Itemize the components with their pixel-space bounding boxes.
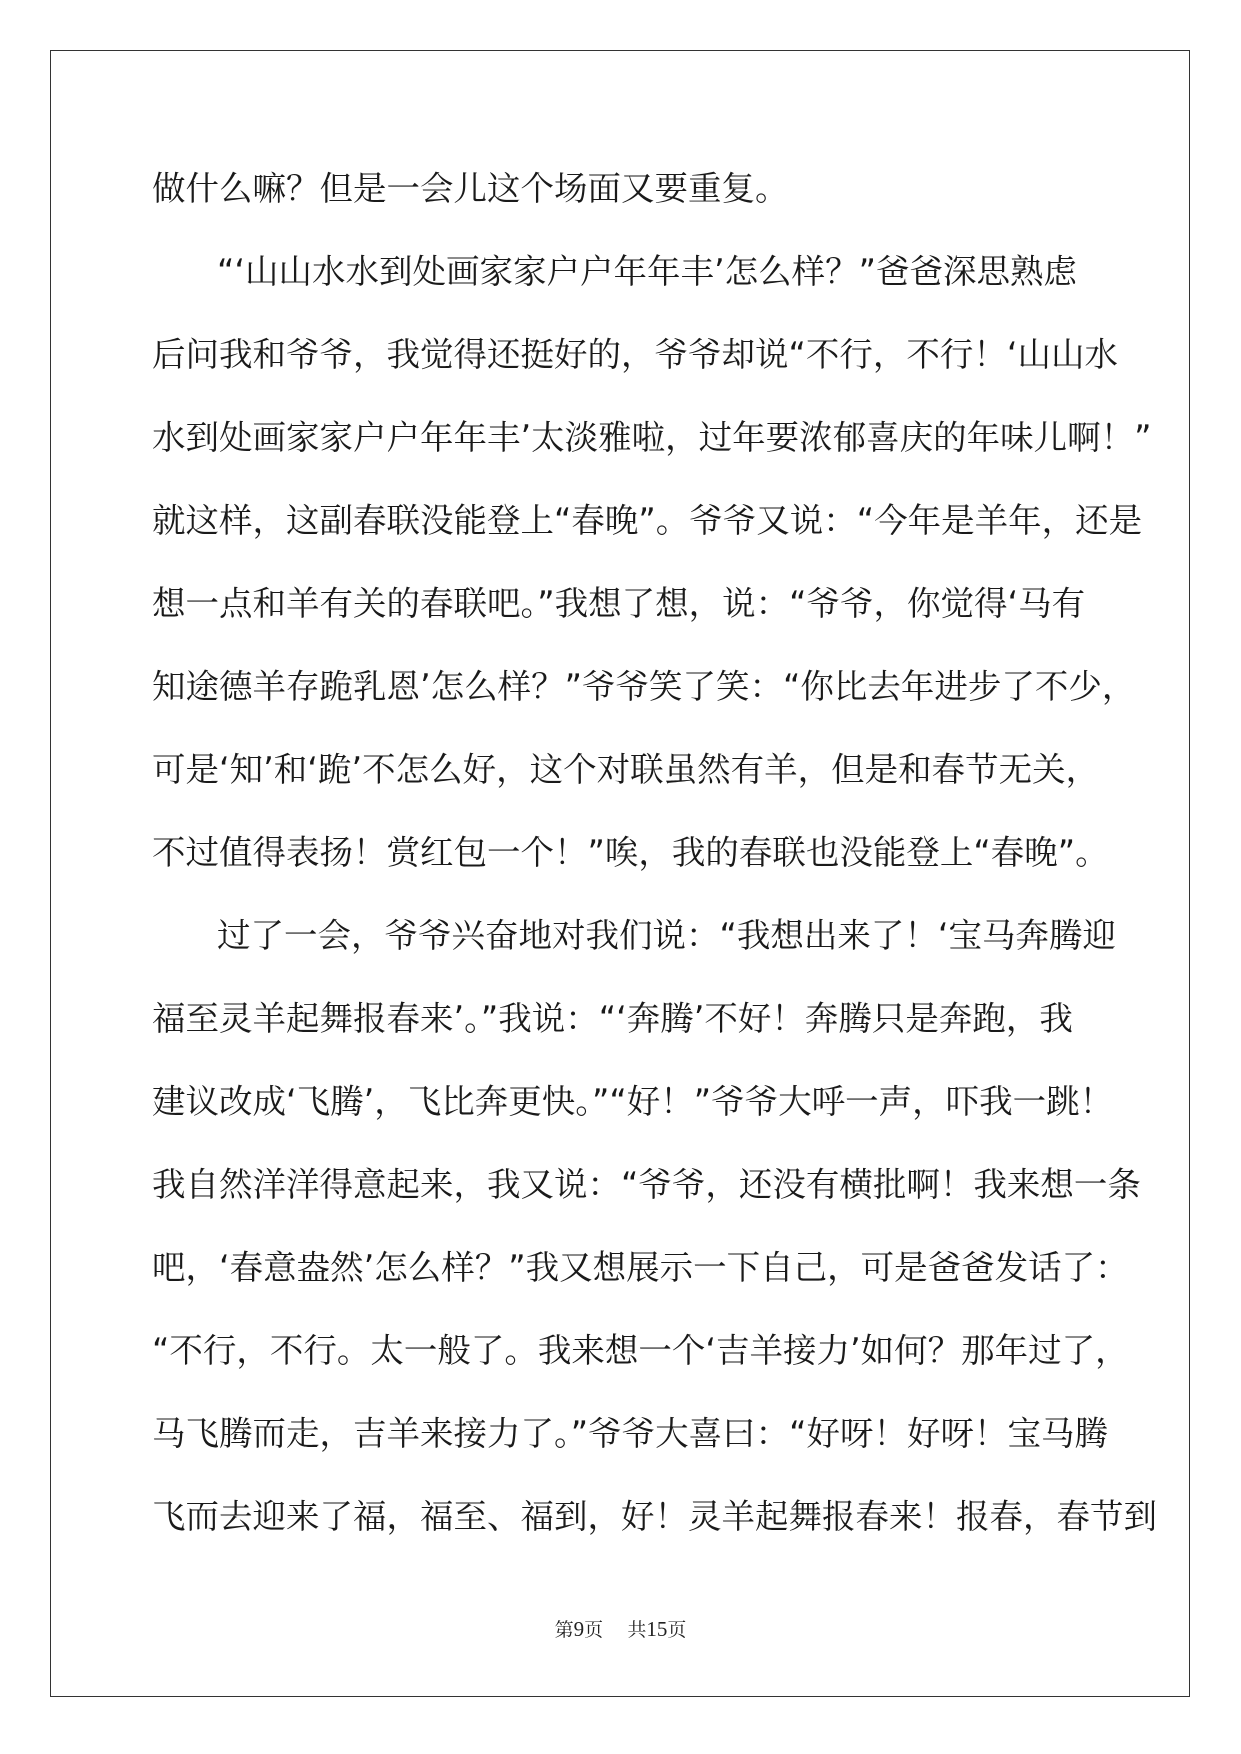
text-line: 可是‘知’和‘跪’不怎么好，这个对联虽然有羊，但是和春节无关，: [152, 750, 1100, 789]
document-body: [152, 163, 1157, 1574]
text-line: 知途德羊存跪乳恩’怎么样？”爷爷笑了笑：“你比去年进步了不少，: [152, 667, 1136, 706]
page-number: 9: [573, 1617, 585, 1641]
total-suffix: 页: [667, 1619, 687, 1641]
total-prefix: 共: [627, 1619, 647, 1641]
text-line: 建议改成‘飞腾’，飞比奔更快。”“好！”爷爷大呼一声，吓我一跳！: [152, 1082, 1114, 1121]
text-line: 我自然洋洋得意起来，我又说：“爷爷，还没有横批啊！我来想一条: [152, 1165, 1141, 1204]
page-suffix: 页: [584, 1619, 604, 1641]
page-prefix: 第: [554, 1619, 574, 1641]
text-line: “‘山山水水到处画家家户户年年丰’怎么样？”爸爸深思熟虑: [217, 252, 1078, 291]
text-line: 后问我和爷爷，我觉得还挺好的，爷爷却说“不行，不行！‘山山水: [152, 335, 1119, 374]
text-line: 做什么嘛？但是一会儿这个场面又要重复。: [152, 169, 789, 208]
text-line: 过了一会，爷爷兴奋地对我们说：“我想出来了！‘宝马奔腾迎: [217, 916, 1117, 955]
text-line: 水到处画家家户户年年丰’太淡雅啦，过年要浓郁喜庆的年味儿啊！”: [152, 418, 1152, 457]
text-line: 不过值得表扬！赏红包一个！”唉，我的春联也没能登上“春晚”。: [152, 833, 1109, 872]
text-line: 福至灵羊起舞报春来’。”我说：“‘奔腾’不好！奔腾只是奔跑，我: [152, 999, 1073, 1038]
total-pages: 15: [646, 1617, 668, 1641]
text-line: 飞而去迎来了福，福至、福到，好！灵羊起舞报春来！报春，春节到: [152, 1497, 1157, 1536]
text-line: 马飞腾而走，吉羊来接力了。”爷爷大喜曰：“好呀！好呀！宝马腾: [152, 1414, 1108, 1453]
page-footer: [0, 1615, 1241, 1642]
text-line: “不行，不行。太一般了。我来想一个‘吉羊接力’如何？那年过了，: [152, 1331, 1129, 1370]
text-line: 就这样，这副春联没能登上“春晚”。爷爷又说：“今年是羊年，还是: [152, 501, 1143, 540]
text-line: 吧，‘春意盎然’怎么样？”我又想展示一下自己，可是爸爸发话了：: [152, 1248, 1129, 1287]
text-line: 想一点和羊有关的春联吧。”我想了想，说：“爷爷，你觉得‘马有: [152, 584, 1086, 623]
